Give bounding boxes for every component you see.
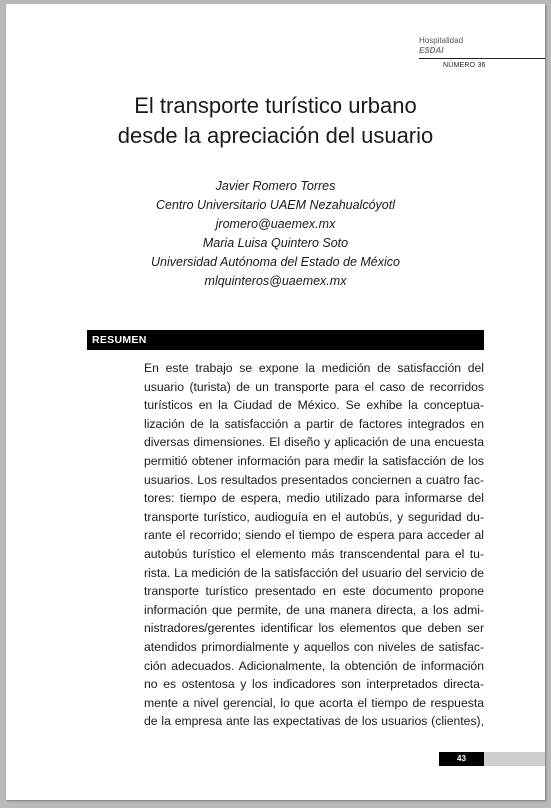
abstract-body (144, 359, 484, 731)
author-affiliation: Universidad Autónoma del Estado de México (151, 255, 400, 269)
author-name: Javier Romero Torres (215, 179, 336, 193)
article-title-line2: desde la apreciación del usuario (117, 123, 434, 148)
abstract-line: diversas dimensiones. El diseño y aplicación de una encuesta (144, 435, 484, 450)
document-page (6, 4, 545, 800)
abstract-line: nistradores/gerentes identificar los elementos que deben ser (144, 621, 484, 636)
header-rule (419, 58, 545, 59)
abstract-line: de la empresa ante las expectativas de los usuarios (clientes), (144, 714, 484, 729)
page-number: 43 (439, 752, 484, 766)
section-heading-resumen: RESUMEN (87, 330, 484, 350)
journal-name-line1: Hospitalidad (419, 36, 464, 45)
abstract-line: transporte turístico presentado en este documento propone (144, 584, 484, 599)
abstract-line: autobús turístico el elemento más transcendental para el tu- (144, 546, 484, 561)
abstract-line: información que permite, de una manera directa, a los admi- (144, 602, 484, 617)
abstract-line: lización de la satisfacción a partir de factores integrados en (144, 416, 484, 431)
footer-bar (484, 752, 545, 766)
author-email: mlquinteros@uaemex.mx (204, 274, 347, 288)
abstract-line: turísticos en la Ciudad de México. Se exhibe la conceptua- (144, 398, 484, 413)
issue-number: NÚMERO 36 (443, 62, 486, 69)
abstract-line: usuario (turista) de un transporte para el caso de recorridos (144, 379, 484, 394)
abstract-line: rante el recorrido; siendo el tiempo de espera para acceder al (144, 528, 484, 543)
abstract-line: atendidos primordialmente y aquellos con niveles de satisfac- (144, 639, 484, 654)
abstract-line: ción adecuados. Adicionalmente, la obtención de información (144, 658, 484, 673)
abstract-line: mente a nivel gerencial, lo que acorta el tiempo de respuesta (144, 695, 484, 710)
journal-name-line2: ESDAI (419, 46, 444, 55)
article-title (6, 91, 545, 151)
author-block (6, 177, 545, 291)
article-title-line1: El transporte turístico urbano (134, 93, 417, 118)
abstract-line: rista. La medición de la satisfacción del usuario del servicio de (144, 565, 484, 580)
abstract-line: permitió obtener información para medir la satisfacción de los (144, 453, 484, 468)
abstract-line: En este trabajo se expone la medición de satisfacción del (144, 361, 484, 375)
author-email: jromero@uaemex.mx (215, 217, 336, 231)
abstract-line: transporte turístico, audioguía en el autobús, y seguridad du- (144, 509, 484, 524)
author-affiliation: Centro Universitario UAEM Nezahualcóyotl (156, 198, 395, 212)
abstract-line: tores: tiempo de espera, medio utilizado para informarse del (144, 491, 484, 506)
journal-name (419, 36, 463, 56)
abstract-line: usuarios. Los resultados presentados conciernen a cuatro fac- (144, 472, 484, 487)
author-name: Maria Luisa Quintero Soto (202, 236, 349, 250)
abstract-line: no es ostentosa y los indicadores son interpretados directa- (144, 677, 484, 692)
